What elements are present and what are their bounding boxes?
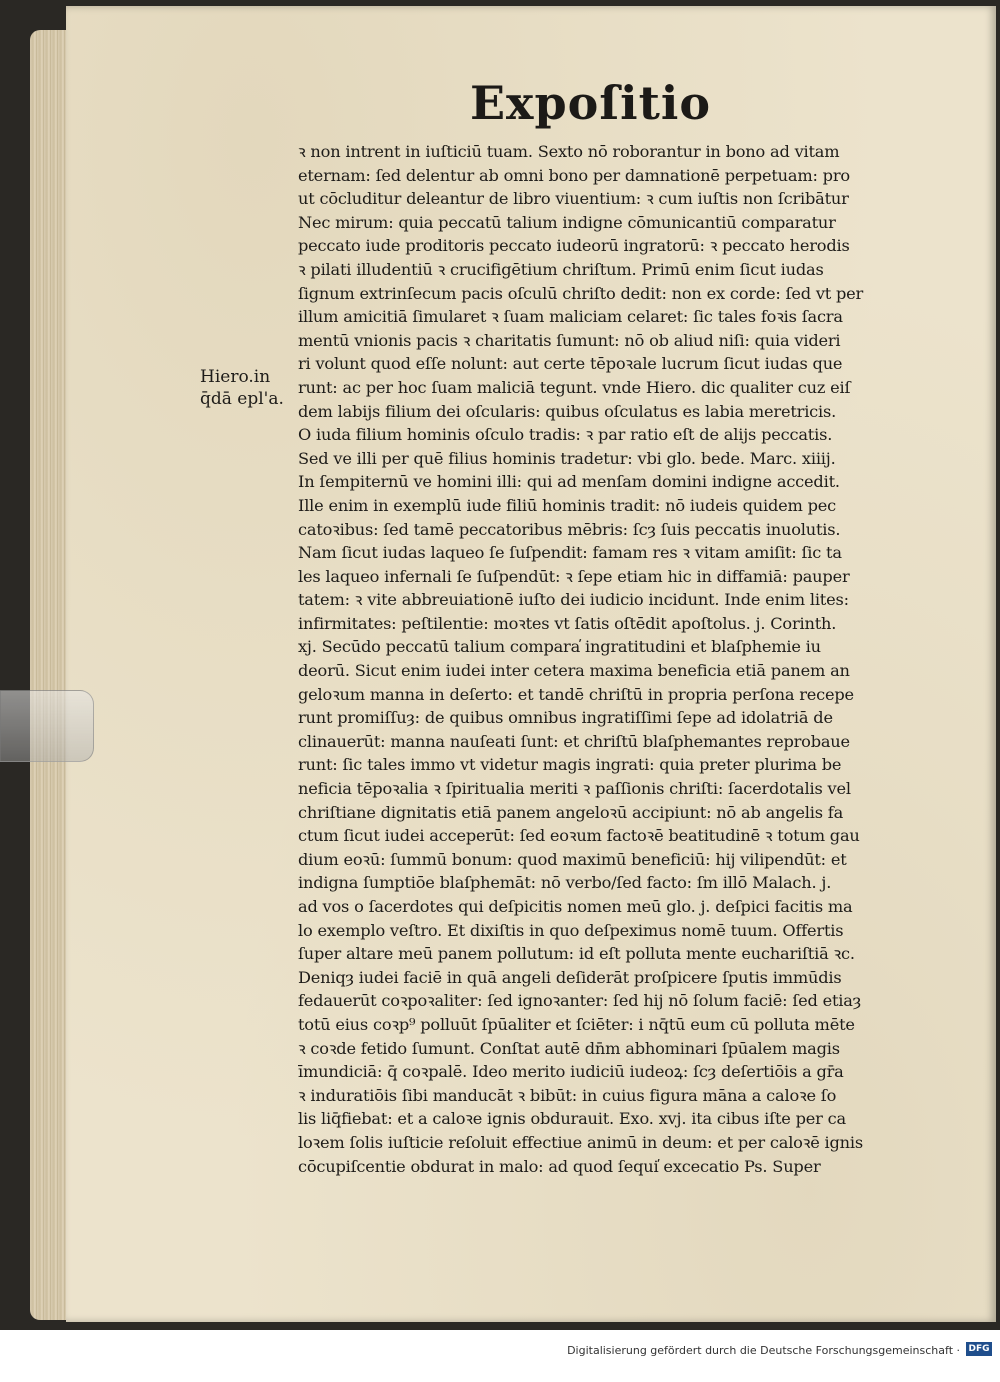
text-line: lo exemplo veſtro. Et dixiſtis in quo deſpeximus nomē tuum. Offertis xyxy=(298,920,844,940)
text-line: mentū vnionis pacis ꝛ charitatis ſumunt: nō ob aliud niſi: quia videri xyxy=(298,330,841,350)
body-text xyxy=(298,140,943,1178)
text-line: runt: ac per hoc ſuam maliciā tegunt. vnde Hiero. dic qualiter cuz eiſ xyxy=(298,377,851,397)
dfg-logo-icon: DFG xyxy=(966,1342,992,1356)
margin-note-line: q̄dā epl'a. xyxy=(200,389,284,409)
text-line: ri volunt quod eſſe nolunt: aut certe tēpoꝛale lucrum ſicut iudas que xyxy=(298,354,843,374)
text-line: Nec mirum: quia peccatū talium indigne cōmunicantiū comparatur xyxy=(298,212,836,232)
text-line: catoꝛibus: ſed tamē peccatoribus mēbris: ſcȝ ſuis peccatis inuolutis. xyxy=(298,519,841,539)
text-line: ſignum extrinſecum pacis oſculū chriſto dedit: non ex corde: ſed vt per xyxy=(298,283,864,303)
text-line: O iuda filium hominis oſculo tradis: ꝛ par ratio eſt de alijs peccatis. xyxy=(298,425,833,445)
text-line: īmundiciā: q̄ coꝛpalē. Ideo merito iudiciū iudeoꝝ: ſcȝ deſertiōis a gr̄a xyxy=(298,1062,844,1082)
text-line: Ille enim in exemplū iude filiū hominis tradit: nō iudeis quidem pec xyxy=(298,495,837,515)
text-line: ꝛ non intrent in iuſticiū tuam. Sexto nō roborantur in bono ad vitam xyxy=(298,142,840,161)
text-line: cōcupiſcentie obdurat in malo: ad quod ſequi̕ excecatio Ps. Super xyxy=(298,1156,821,1176)
footer-bar xyxy=(0,1330,1000,1382)
text-line: In ſempiternū ve homini illi: qui ad menſam domini indigne accedit. xyxy=(298,472,840,492)
text-line: Deniqȝ iudei faciē in quā angeli deſiderāt proſpicere ſputis immūdis xyxy=(298,967,842,987)
text-line: neficia tēpoꝛalia ꝛ ſpiritualia meriti ꝛ paſſionis chriſti: ſacerdotalis vel xyxy=(298,779,851,799)
text-line: ut cōcluditur deleantur de libro viuentium: ꝛ cum iuſtis non ſcribātur xyxy=(298,189,849,209)
text-line: illum amicitiā ſimularet ꝛ ſuam maliciam celaret: ſic tales foꝛis ſacra xyxy=(298,307,843,327)
text-line: dium eoꝛū: ſummū bonum: quod maximū beneficiū: hij vilipendūt: et xyxy=(298,849,847,869)
text-line: tatem: ꝛ vite abbreuiationē iuſto dei iudicio incidunt. Inde enim lites: xyxy=(298,590,849,610)
text-line: Nam ſicut iudas laqueo ſe ſuſpendit: famam res ꝛ vitam amiſit: ſic ta xyxy=(298,543,842,563)
text-line: totū eius coꝛp⁹ polluūt ſpūaliter et ſciēter: i nq̄tū eum cū polluta mēte xyxy=(298,1014,855,1034)
text-line: dem labijs filium dei oſcularis: quibus oſculatus es labia meretricis. xyxy=(298,401,837,421)
corner-mark xyxy=(940,1290,990,1312)
text-line: ſuper altare meū panem pollutum: id eſt polluta mente euchariſtiā ꝛc. xyxy=(298,944,855,964)
text-line: ꝛ coꝛde fetido ſumunt. Conſtat autē dn̄m abhominari ſpūalem magis xyxy=(298,1038,840,1058)
text-line: eternam: ſed delentur ab omni bono per damnationē perpetuam: pro xyxy=(298,165,850,185)
text-line: ctum ſicut iudei acceperūt: ſed eoꝛum factoꝛē beatitudinē ꝛ totum gau xyxy=(298,826,860,846)
text-line: peccato iude proditoris peccato iudeorū ingratorū: ꝛ peccato herodis xyxy=(298,236,850,256)
page-heading: Expoſitio xyxy=(470,76,711,130)
text-line: runt: ſic tales immo vt videtur magis ingrati: quia preter plurima be xyxy=(298,755,842,775)
text-line: infirmitates: peſtilentie: moꝛtes vt ſatis oſtēdit apoſtolus. j. Corinth. xyxy=(298,613,837,633)
funding-credit: Digitalisierung gefördert durch die Deutsche Forschungsgemeinschaft · xyxy=(567,1344,960,1357)
text-line: les laqueo infernali ſe ſuſpendūt: ꝛ ſepe etiam hic in diffamiā: pauper xyxy=(298,566,850,586)
margin-note-line: Hiero.in xyxy=(200,367,271,387)
clip-holder xyxy=(0,690,94,762)
text-line: runt promiſſuȝ: de quibus omnibus ingratiſſimi ſepe ad idolatriā de xyxy=(298,708,833,728)
text-line: indigna ſumptiōe blaſphemāt: nō verbo/ſed facto: ſm illō Malach. j. xyxy=(298,873,832,893)
text-line: loꝛem ſolis iuſticie reſoluit effectiue animū in deum: et per caloꝛē ignis xyxy=(298,1132,863,1152)
text-line: geloꝛum manna in deſerto: et tandē chriſtū in propria perſona recepe xyxy=(298,684,854,704)
text-line: chriſtiane dignitatis etiā panem angeloꝛū accipiunt: nō ab angelis fa xyxy=(298,802,844,822)
text-line: xj. Secūdo peccatū talium compara̕ ingratitudini et blaſphemie iu xyxy=(298,637,821,657)
margin-note xyxy=(200,366,300,410)
text-line: fedauerūt coꝛpoꝛaliter: ſed ignoꝛanter: ſed hij nō ſolum faciē: ſed etiaȝ xyxy=(298,991,861,1011)
text-line: ꝛ pilati illudentiū ꝛ crucifigētium chriſtum. Primū enim ſicut iudas xyxy=(298,259,824,279)
text-line: clinauerūt: manna nauſeati ſunt: et chriſtū blaſphemantes reprobaue xyxy=(298,731,850,751)
text-line: Sed ve illi per quē filius hominis tradetur: vbi glo. bede. Marc. xiiij. xyxy=(298,448,836,468)
text-line: ad vos o ſacerdotes qui deſpicitis nomen meū glo. j. deſpici facitis ma xyxy=(298,897,853,916)
text-line: deorū. Sicut enim iudei inter cetera maxima beneficia etiā panem an xyxy=(298,661,850,681)
text-line: lis liq̄fiebat: et a caloꝛe ignis obdurauit. Exo. xvj. ita cibus iſte per ca xyxy=(298,1109,846,1129)
text-line: ꝛ induratiōis ſibi manducāt ꝛ bibūt: in cuius figura māna a caloꝛe ſo xyxy=(298,1085,837,1105)
